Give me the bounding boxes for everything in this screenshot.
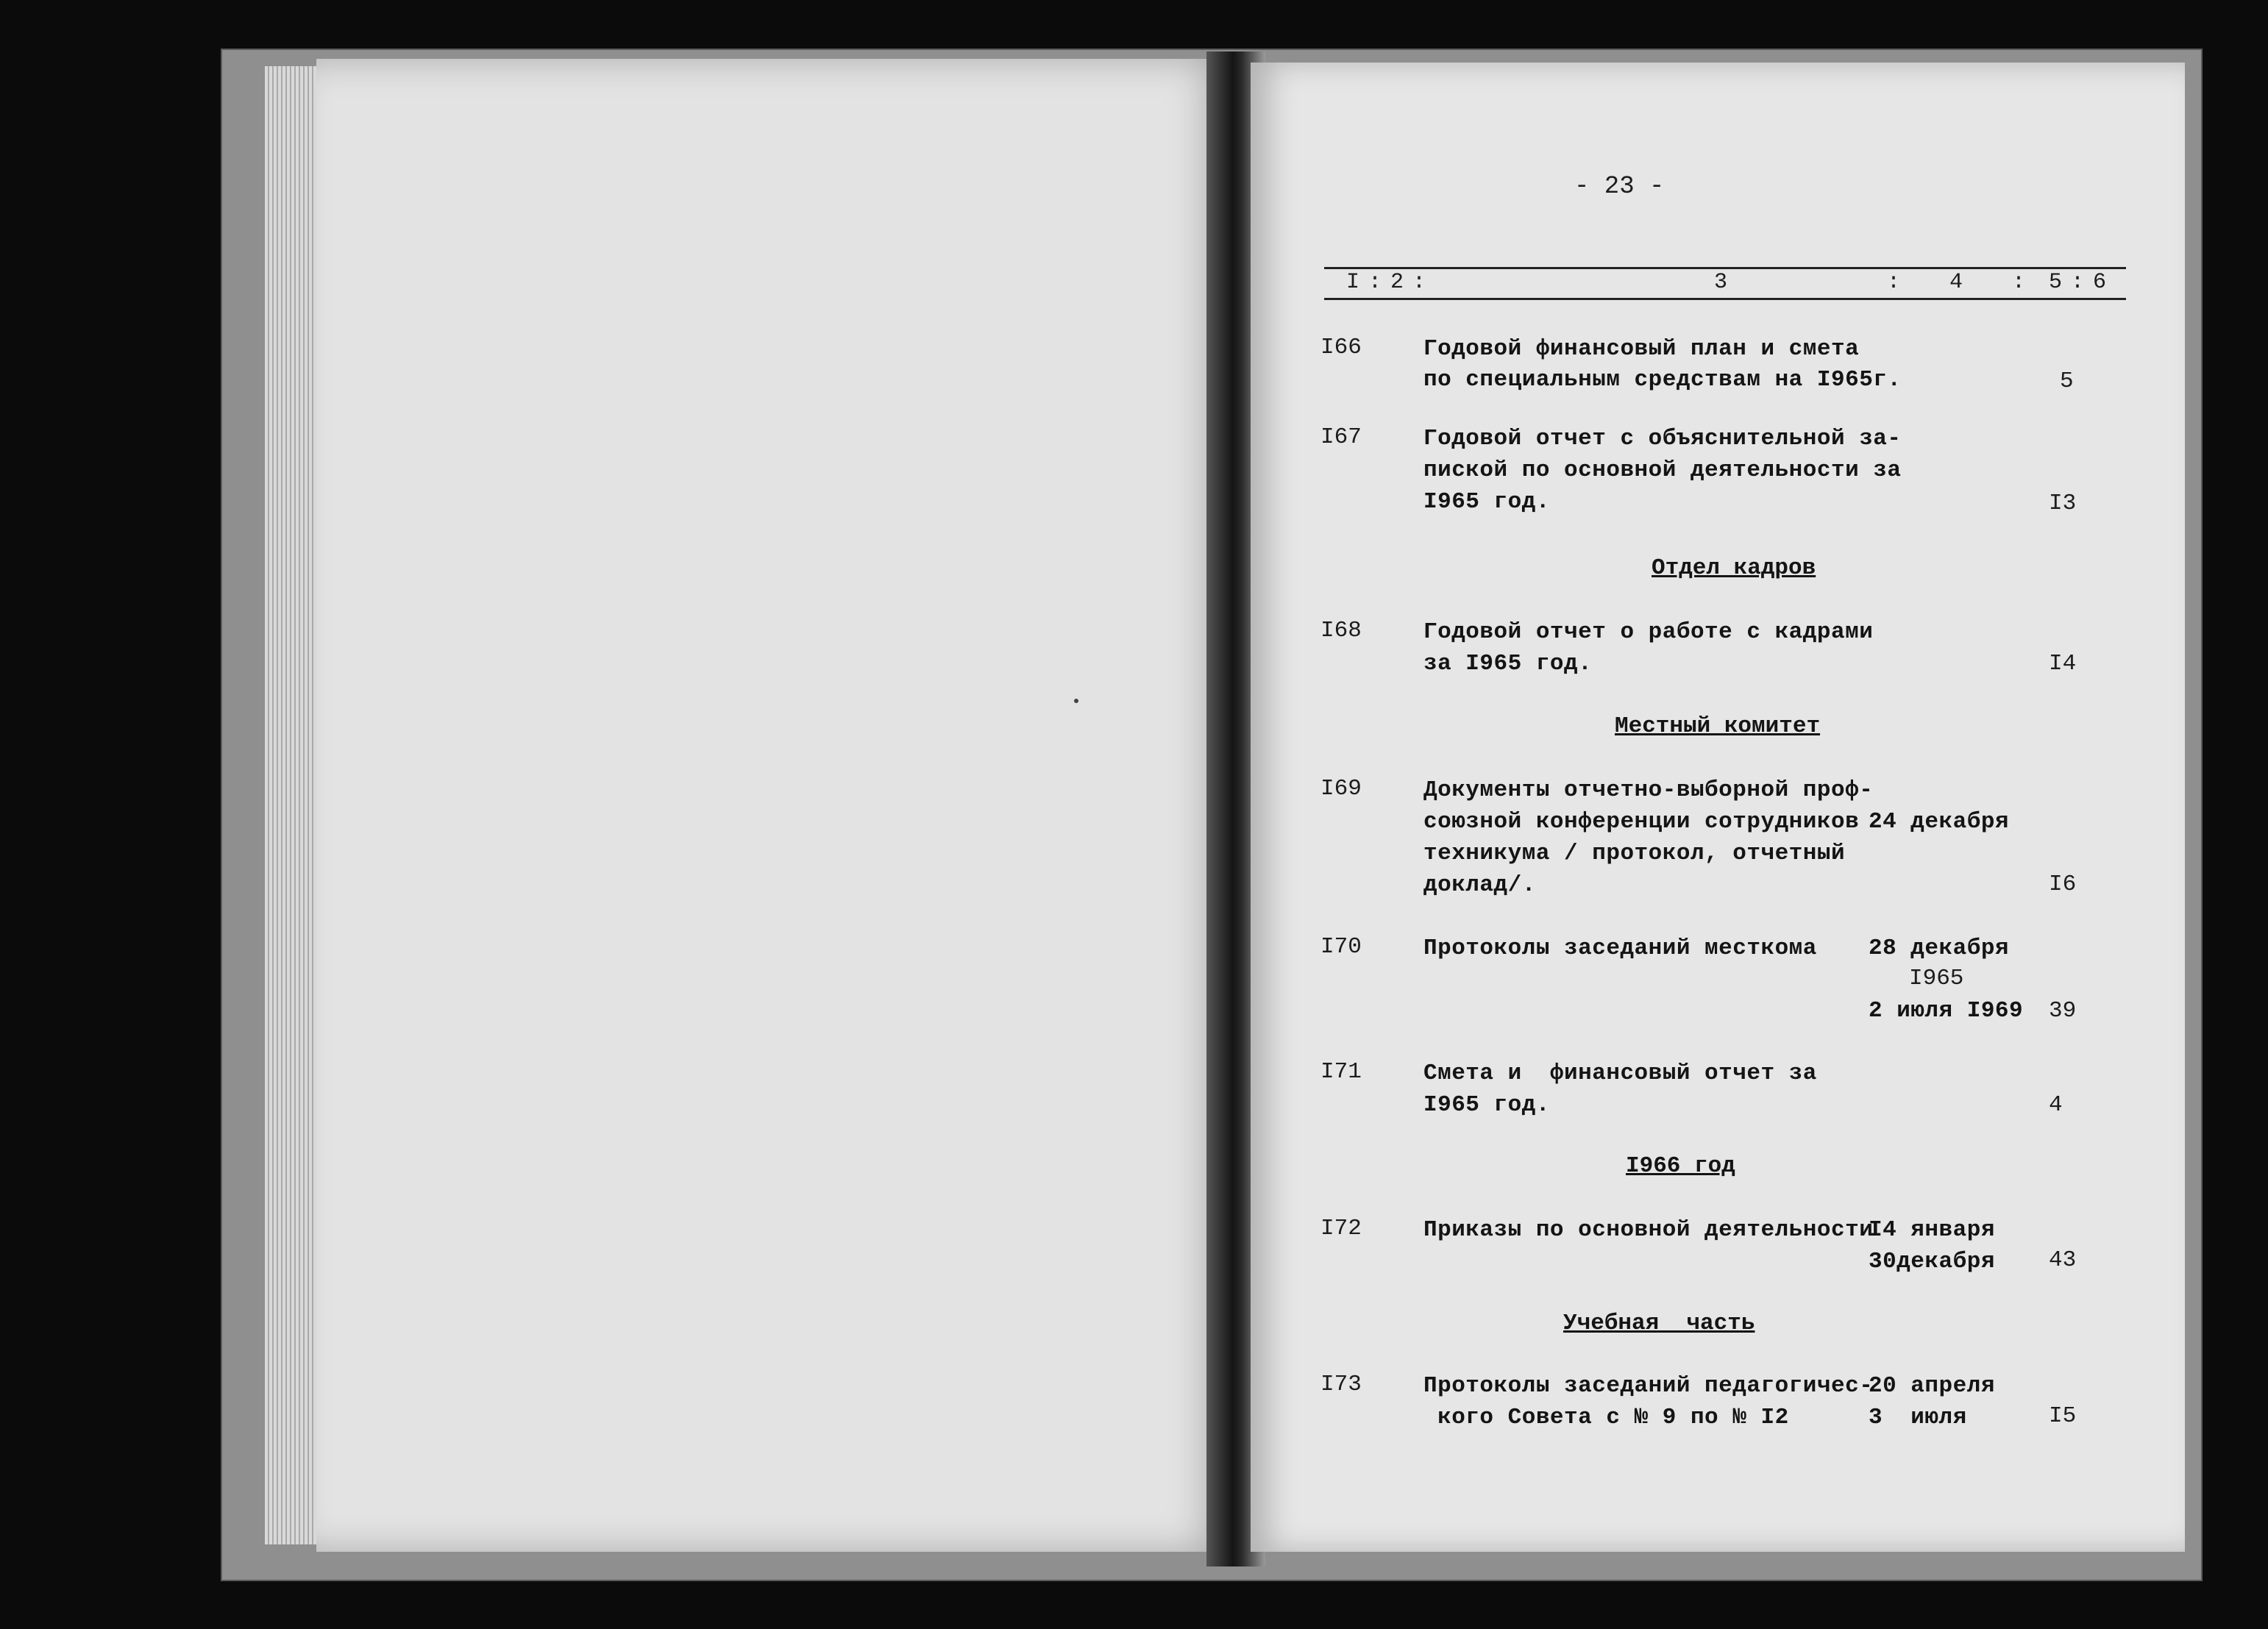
- col-header-6: 6: [2093, 270, 2107, 295]
- entry-number: I69: [1320, 776, 1362, 802]
- entry-title-line: Годовой отчет с объяснительной за-: [1423, 426, 1902, 452]
- entry-sheet-count: 39: [2049, 998, 2077, 1024]
- entry-title-line: союзной конференции сотрудников: [1423, 809, 1860, 835]
- entry-sheet-count: 5: [2060, 368, 2074, 394]
- entry-number: I68: [1320, 618, 1362, 644]
- col-sep: :: [1368, 270, 1382, 295]
- entry-title-line: Приказы по основной деятельности: [1423, 1217, 1874, 1243]
- entry-title-line: Годовой отчет о работе с кадрами: [1423, 619, 1874, 645]
- entry-title-line: по специальным средствам на I965г.: [1423, 367, 1902, 393]
- page-number: - 23 -: [1574, 173, 1665, 201]
- entry-number: I66: [1320, 335, 1362, 360]
- entry-title-line: техникума / протокол, отчетный: [1423, 841, 1846, 866]
- entry-sheet-count: I4: [2049, 651, 2077, 677]
- entry-date: 2 июля I969: [1869, 998, 2024, 1024]
- entry-date: I965: [1909, 966, 1964, 991]
- entry-title-line: I965 год.: [1423, 1092, 1550, 1118]
- entry-sheet-count: 43: [2049, 1247, 2077, 1273]
- section-heading: Местный комитет: [1615, 713, 1821, 739]
- col-header-4: 4: [1949, 270, 1963, 295]
- col-header-1: I: [1346, 270, 1360, 295]
- right-page: [1251, 63, 2185, 1552]
- entry-title-line: Смета и финансовый отчет за: [1423, 1061, 1817, 1086]
- section-heading: I966 год: [1626, 1153, 1735, 1179]
- col-sep: :: [1412, 270, 1426, 295]
- entry-title-line: Годовой финансовый план и смета: [1423, 336, 1860, 362]
- col-header-3: 3: [1714, 270, 1728, 295]
- header-top-rule: [1324, 267, 2126, 269]
- entry-date: 30декабря: [1869, 1249, 1995, 1275]
- entry-title-line: кого Совета с № 9 по № I2: [1423, 1405, 1789, 1430]
- speck: [1074, 699, 1078, 703]
- entry-sheet-count: I5: [2049, 1403, 2077, 1429]
- entry-sheet-count: I3: [2049, 491, 2077, 516]
- section-heading: Учебная часть: [1563, 1311, 1755, 1336]
- entry-title-line: Протоколы заседаний месткома: [1423, 935, 1817, 961]
- entry-title-line: Документы отчетно-выборной проф-: [1423, 777, 1874, 803]
- entry-title-line: I965 год.: [1423, 489, 1550, 515]
- col-header-5: 5: [2049, 270, 2063, 295]
- section-heading: Отдел кадров: [1652, 555, 1816, 581]
- col-sep: :: [2071, 270, 2085, 295]
- header-bottom-rule: [1324, 298, 2126, 300]
- entry-date: 28 декабря: [1869, 935, 2010, 961]
- entry-number: I70: [1320, 934, 1362, 960]
- entry-number: I71: [1320, 1059, 1362, 1085]
- entry-title-line: пиской по основной деятельности за: [1423, 457, 1902, 483]
- entry-title-line: за I965 год.: [1423, 651, 1593, 677]
- entry-number: I72: [1320, 1216, 1362, 1241]
- col-sep: :: [1887, 270, 1901, 295]
- entry-number: I67: [1320, 424, 1362, 450]
- entry-title-line: доклад/.: [1423, 872, 1536, 898]
- col-header-2: 2: [1390, 270, 1404, 295]
- col-sep: :: [2012, 270, 2026, 295]
- entry-date: 24 декабря: [1869, 809, 2010, 835]
- entry-number: I73: [1320, 1372, 1362, 1397]
- entry-sheet-count: I6: [2049, 871, 2077, 897]
- entry-date: I4 января: [1869, 1217, 1995, 1243]
- entry-sheet-count: 4: [2049, 1092, 2063, 1118]
- entry-date: 20 апреля: [1869, 1373, 1995, 1399]
- entry-title-line: Протоколы заседаний педагогичес-: [1423, 1373, 1874, 1399]
- left-page-blank: [316, 59, 1229, 1552]
- entry-date: 3 июля: [1869, 1405, 1967, 1430]
